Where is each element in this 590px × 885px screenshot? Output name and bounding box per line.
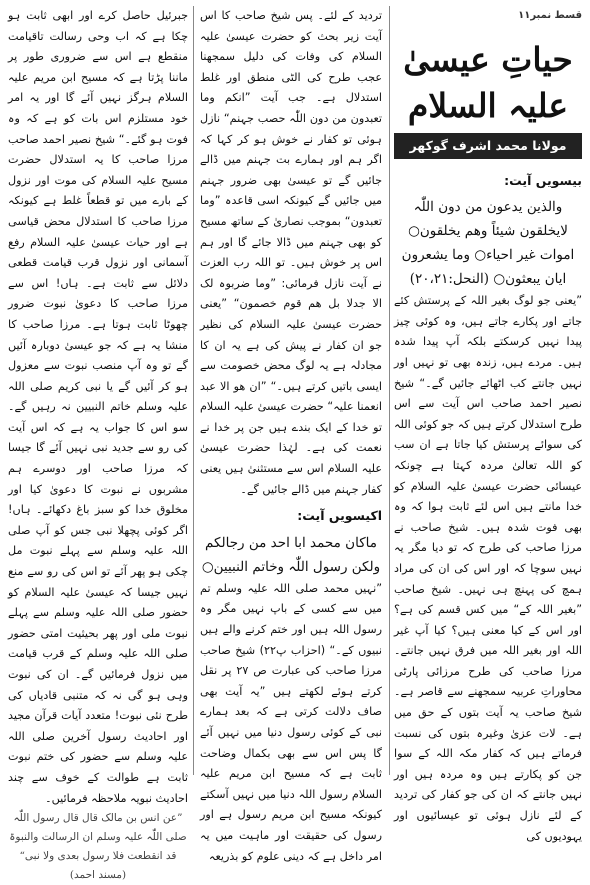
body-text-middle-2: ”نہیں محمد صلی اللہ علیہ وسلم تم میں سے کسی کے باپ نہیں مگر وہ رسول اللہ ہیں اور ختم کرنے والے ہیں نبیوں کے۔“ (احزاب پ۲۲) شیخ صاحب مرزا صاحب کی عبارت ص ۲۷ پر نقل کرتے ہوئے لکھتے ہیں ”یہ آیت بھی صاف دلالت کرتی ہے کہ بعد ہمارے نبی کے کوئی رسول دنیا میں نہیں آئے گا پس اس سے بھی بکمال وضاحت ثابت ہے کہ مسیح ابن مریم علیہ السلام رسول اللہ دنیا میں نہیں آسکتے کیونکہ مسیح ابن مریم رسول ہے اور رسول کی حقیقت اور ماہیت میں یہ امر داخل ہے کہ دینی علوم کو بذریعہ (200, 581, 383, 863)
quran-verse-21: ماکان محمد ابا احد من رجالکم ولکن رسول اللّٰہ وخاتم النبیین○ (201, 534, 381, 575)
body-text-right: ”یعنی جو لوگ بغیر اللہ کے پرستش کئے جاتے اور پکارے جاتے ہیں، وہ کوئی چیز پیدا نہیں کرسکتے بلکہ آپ پیدا شدہ ہیں۔ مردے ہیں، زندہ بھی تو نہیں اور نہیں جانتے کب اٹھائے جائیں گے۔“ شیخ نصیر احمد صاحب اس آیت سے اس طرح استدلال کرتے ہیں کہ جو کوئی اللہ کی سوائے پرستش کیا جاتا ہے ان سب کو اللہ تعالیٰ مردہ کہتا ہے چونکہ عیسائی حضرت عیسیٰ علیہ السلام کو خدا مانتے ہیں اس لئے ثابت ہوا کہ وہ بھی فوت شدہ ہیں۔ شیخ صاحب نے مرزا صاحب کی طرح کہ تو دیا مگر یہ نہیں سوچا کہ اور اس کی ان کی مراد ہمچ کی پہنچ ہی نہیں۔ شیخ صاحب ”بغیر اللہ کے“ میں کس قسم کی ہے؟ اور اس کے کیا معنی ہیں؟ کیا آپ غیر اللہ اور بغیر اللہ میں فرق نہیں جانتے۔ مرزا صاحب کی طرح مرزائی پارٹی محاوراتِ عربیہ سمجھنے سے قاصر ہے۔ شیخ صاحب یہ آیت بتوں کے حق میں ہے۔ لات عزیٰ وغیرہ بتوں کی نسبت فرماتے ہیں کہ کفار مکہ اللہ کے سوا جن کو پکارتے ہیں وہ مردہ ہیں اور نہیں جانتے کہ ان کی جو کفار کی تردید کے لئے نازل ہوئی تو عیسائیوں اور یہودیوں کی (394, 294, 582, 843)
episode-label: قسط نمبر۱۱ (518, 10, 582, 21)
body-text-left: جبرئیل حاصل کرے اور ابھی ثابت ہو چکا ہے کہ اب وحی رسالت تاقیامت منقطع ہے اس سے ضروری طور پر ماننا پڑتا ہے کہ مسیح ابن مریم علیہ السلام ہرگز نہیں آئے گا اور یہ امر خود مستلزم اس بات کو ہے کہ وہ فوت ہو گئے۔“ شیخ نصیر احمد صاحب مرزا صاحب کا یہ استدلال حضرت مسیح علیہ السلام کی موت اور نزول کے بارے میں تو قطعاً غلط ہے کیونکہ مرزا صاحب کا استدلال محض قیاسی ہے اور حیات عیسیٰ علیہ السلام رفع آسمانی اور نزول قرب قیامت قطعی دلائل سے ثابت ہے۔ ہاں! اس سے مرزا صاحب کا دعویٰ نبوت ضرور چھوٹا ثابت ہوتا ہے۔ مرزا صاحب کا منشا یہ ہے کہ جو عیسیٰ دوبارہ آئیں گے تو وہ آپ منصب نبوت سے معزول ہو کر آئیں گے یا نبی کریم صلی اللہ علیہ وسلم خاتم النبیین نہ رہیں گے۔ سو اس کا جواب یہ ہے کہ اس آیت کی رو سے جدید نبی نہیں آئے گا جیسا کہ مرزا صاحب اور دوسرے ہم مشربوں نے نبوت کا دعویٰ کیا اور مخلوق خدا کو سبز باغ دکھائے۔ ہاں! اگر کوئی پچھلا نبی جس کو آپ صلی اللہ علیہ وسلم سے پہلے نبوت مل چکی ہو پھر آئے تو اس کی رو سے منع نہیں جیسا کہ عیسیٰ علیہ السلام کو حضور صلی اللہ علیہ وسلم سے پہلے نبوت ملی اور پھر بحیثیت امتی حضور صلی اللہ علیہ وسلم کے قرب قیامت میں نزول فرمائیں گے۔ ان کی نبوت وہی ہو گی نہ کہ متنبی قادیاں کی طرح نئی نبوت! متعدد آیات قرآن مجید اور احادیث رسول آخرین صلی اللہ علیہ وسلم سے حضور کی ختم نبوت ثابت ہے طوالت کے خوف سے چند احادیث نبویہ ملاحظہ فرمائیں۔ (8, 9, 188, 805)
author-banner: مولانا محمد اشرف گوکھر (394, 133, 582, 159)
column-divider (389, 6, 390, 775)
column-right (394, 6, 582, 847)
column-middle (200, 6, 382, 867)
column-left (8, 6, 188, 885)
section-heading-20: بیسویں آیت: (504, 172, 582, 188)
hadith-quote: ”عن انس بن مالک قال قال رسول اللّٰہ صلی اللّٰہ علیہ وسلم ان الرسالت والنبوۃ قد انقطعت فلا رسول بعدی ولا نبی“ (مسند احمد) (9, 812, 187, 882)
column-divider (193, 6, 194, 775)
section-heading-21: اکیسویں آیت: (297, 508, 382, 524)
quran-verse-20: والذین یدعون من دون اللّٰہ لایخلقون شیئاً وھم یخلقون○ اموات غیر احیاء○ وما یشعرون ایان یبعثون○ (النحل:۲۰،۲۱) (401, 199, 575, 288)
article-title: حیاتِ عیسیٰ علیہ السلام (403, 39, 573, 125)
body-text-middle-1: تردید کے لئے۔ پس شیخ صاحب کا اس آیت زیر بحث کو حضرت عیسیٰ علیہ السلام کی وفات کی دلیل سمجھنا عجب طرح کی الٹی منطق اور غلط استدلال ہے۔ جب آیت ”انکم وما تعبدون من دون اللّٰہ حصب جہنم“ نازل ہوئی تو کفار نے خوش ہو کر کہا کہ اگر ہم اور ہمارے بت جہنم میں ڈالے جائیں گے تو عیسیٰ بھی ضرور جہنم میں جائیں گے کیونکہ اسی قاعدہ ”وما تعبدون“ بموجب نصاریٰ کے ساتھ مسیح کو بھی جہنم میں ڈالا جائے گا اور ہم اس پر خوش ہیں۔ تو اللہ رب العزت نے آیت نازل فرمائی: ”وما ضربوہ لک الا جدلا بل ھم قوم خصمون“ ”یعنی حضرت عیسیٰ علیہ السلام کی نظیر جو ان کفار نے پیش کی ہے یہ ان کا مجادلہ ہے یہ لوگ محض خصومت سے ایسی باتیں کرتے ہیں۔“ ”ان ھو الا عبد انعمنا علیہ“ حضرت عیسیٰ علیہ السلام تو خدا کے ایک بندے ہیں جن پر خدا نے نعمت کی ہے۔ لہٰذا حضرت عیسیٰ علیہ السلام اس سے مستثنیٰ ہیں یعنی کفار جہنم میں ڈالے جائیں گے۔ (200, 9, 382, 496)
